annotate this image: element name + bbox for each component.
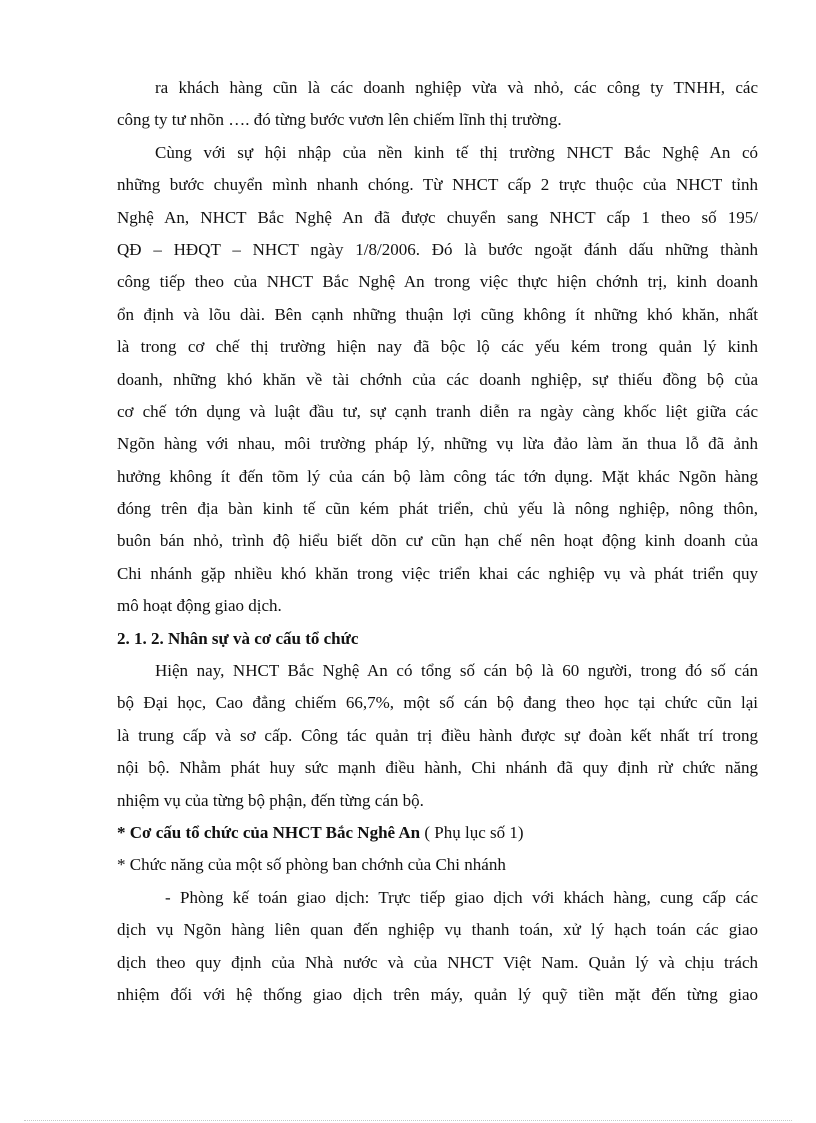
paragraph-line: Hiện nay, NHCT Bắc Nghệ An có tổng số cán bộ là 60 người, trong đó số cán	[155, 661, 758, 681]
appendix-reference: ( Phụ lục số 1)	[420, 822, 524, 842]
paragraph-line: Cùng với sự hội nhập của nền kinh tế thị trường NHCT Bắc Nghệ An có	[155, 142, 758, 162]
paragraph-line: dịch theo quy định của Nhà nước và của NHCT Việt Nam. Quản lý và chịu trách	[117, 952, 758, 972]
section-heading: 2. 1. 2. Nhân sự và cơ cấu tổ chức	[117, 628, 359, 648]
paragraph-line: Chi nhánh gặp nhiều khó khăn trong việc triển khai các nghiệp vụ và phát triển quy	[117, 563, 758, 583]
functions-heading: * Chức năng của một số phòng ban chớnh của Chi nhánh	[117, 855, 506, 875]
paragraph-line: nhiệm đối với hệ thống giao dịch trên máy, quản lý quỹ tiền mặt đến từng giao	[117, 984, 758, 1004]
paragraph-line: ổn định và lõu dài. Bên cạnh những thuận lợi cũng không ít những khó khăn, nhất	[117, 304, 758, 324]
paragraph-line: - Phòng kế toán giao dịch: Trực tiếp giao dịch với khách hàng, cung cấp các	[165, 887, 758, 907]
paragraph-line: mô hoạt động giao dịch.	[117, 596, 282, 616]
paragraph-line: nhiệm vụ của từng bộ phận, đến từng cán bộ.	[117, 790, 424, 810]
paragraph-line: ra khách hàng cũn là các doanh nghiệp vừa và nhỏ, các công ty TNHH, các	[155, 78, 758, 97]
org-structure-line	[117, 817, 758, 849]
paragraph-line: QĐ – HĐQT – NHCT ngày 1/8/2006. Đó là bước ngoặt đánh dấu những thành	[117, 239, 758, 259]
paragraph-line: cơ chế tớn dụng và luật đầu tư, sự cạnh tranh diễn ra ngày càng khốc liệt giữa các	[117, 401, 758, 421]
document-body	[117, 72, 758, 1011]
paragraph-line: công ty tư nhõn …. đó từng bước vươn lên chiếm lĩnh thị trường.	[117, 110, 562, 130]
paragraph-line: Ngõn hàng với nhau, môi trường pháp lý, những vụ lừa đảo làm ăn thua lỗ đã ảnh	[117, 434, 758, 454]
paragraph-line: dịch vụ Ngõn hàng liên quan đến nghiệp vụ thanh toán, xử lý hạch toán các giao	[117, 920, 758, 940]
paragraph-line: Nghệ An, NHCT Bắc Nghệ An đã được chuyển sang NHCT cấp 1 theo số 195/	[117, 207, 758, 227]
paragraph-line: nội bộ. Nhằm phát huy sức mạnh điều hành, Chi nhánh đã quy định rừ chức năng	[117, 758, 758, 778]
paragraph-line: công tiếp theo của NHCT Bắc Nghệ An trong việc thực hiện chớnh trị, kinh doanh	[117, 272, 758, 292]
paragraph-line: hưởng không ít đến tõm lý của cán bộ làm công tác tớn dụng. Mặt khác Ngõn hàng	[117, 466, 758, 486]
paragraph-line: là trong cơ chế thị trường hiện nay đã bộc lộ các yếu kém trong quản lý kinh	[117, 337, 758, 357]
paragraph-line: buôn bán nhỏ, trình độ hiểu biết dõn cư cũn hạn chế nên hoạt động kinh doanh của	[117, 531, 758, 551]
org-structure-heading: * Cơ cấu tổ chức của NHCT Bắc Nghê An	[117, 822, 421, 842]
paragraph-line: đóng trên địa bàn kinh tế cũn kém phát triển, chủ yếu là nông nghiệp, nông thôn,	[117, 499, 758, 519]
paragraph-line: doanh, những khó khăn về tài chớnh của các doanh nghiệp, sự thiếu đồng bộ của	[117, 369, 758, 389]
page-bottom-divider	[24, 1120, 792, 1121]
paragraph-line: bộ Đại học, Cao đẳng chiếm 66,7%, một số cán bộ đang theo học tại chức cũn lại	[117, 693, 758, 713]
paragraph-line: là trung cấp và sơ cấp. Công tác quản trị điều hành được sự đoàn kết nhất trí trong	[117, 725, 758, 745]
paragraph-line: những bước chuyển mình nhanh chóng. Từ NHCT cấp 2 trực thuộc của NHCT tỉnh	[117, 175, 758, 195]
